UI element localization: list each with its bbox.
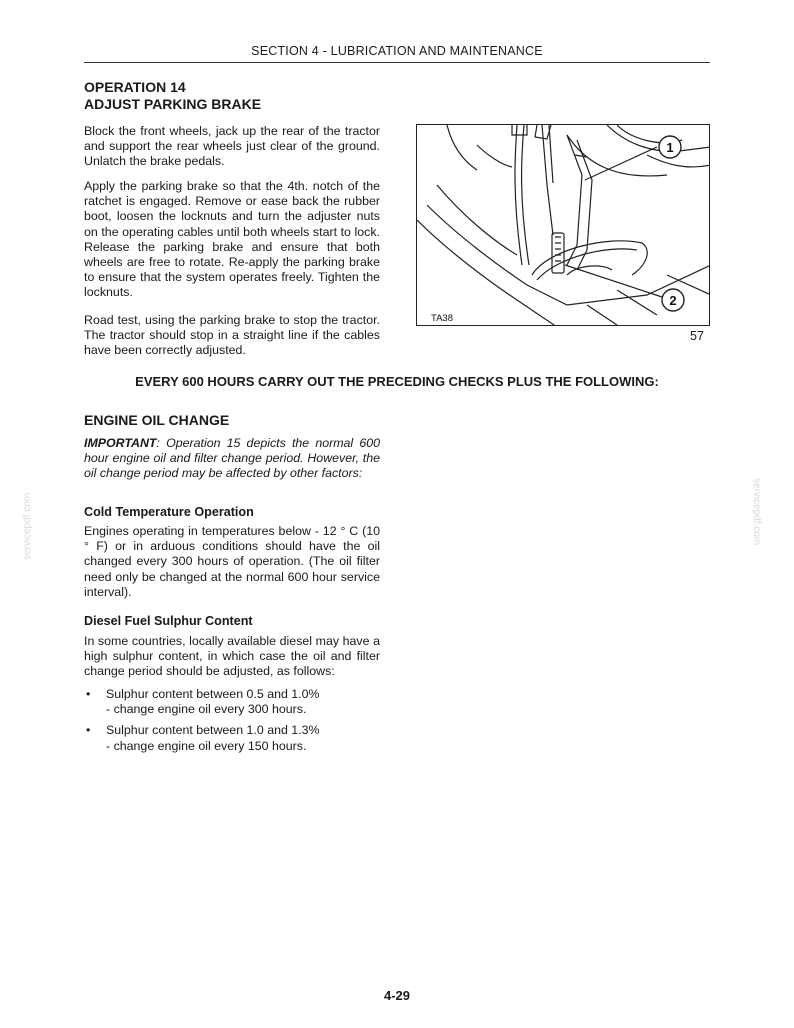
bullet-line-1: Sulphur content between 0.5 and 1.0% xyxy=(106,687,320,701)
oil-change-heading: ENGINE OIL CHANGE xyxy=(84,412,230,428)
sulphur-heading: Diesel Fuel Sulphur Content xyxy=(84,614,253,628)
sulphur-text-wrap xyxy=(84,634,380,680)
bullet-icon: • xyxy=(86,687,91,701)
watermark-right: servicepdf.com xyxy=(751,478,762,546)
callout-1-label: 1 xyxy=(666,140,674,155)
operation-number: OPERATION 14 xyxy=(84,79,186,95)
section-header: SECTION 4 - LUBRICATION AND MAINTENANCE xyxy=(84,44,710,63)
list-item xyxy=(84,723,380,753)
service-interval-banner: EVERY 600 HOURS CARRY OUT THE PRECEDING CHECKS PLUS THE FOLLOWING: xyxy=(135,374,659,389)
important-paragraph xyxy=(84,436,380,482)
operation-paragraph-3-wrap xyxy=(84,313,380,359)
operation-paragraph-3: Road test, using the parking brake to stop the tractor. The tractor should stop in a straight line if the cables have been correctly adjusted. xyxy=(84,313,380,358)
cold-heading-wrap xyxy=(84,505,380,519)
operation-paragraph-1: Block the front wheels, jack up the rear of the tractor and support the rear wheels just clear of the ground. Unlatch the brake pedals. xyxy=(84,124,380,169)
parking-brake-illustration xyxy=(416,124,710,326)
sulphur-heading-wrap xyxy=(84,614,380,628)
operation-block xyxy=(84,79,380,113)
callout-2-label: 2 xyxy=(669,293,677,308)
important-label: IMPORTANT xyxy=(84,436,157,450)
cold-temperature-text: Engines operating in temperatures below - 12 ° C (10 ° F) or in arduous conditions should have the oil changed every 300 hours of operation. (The oil filter need only be changed at the normal 600 hour service interval). xyxy=(84,524,380,599)
bullet-icon: • xyxy=(86,723,91,738)
list-item xyxy=(84,687,380,717)
figure-number: 57 xyxy=(690,329,704,343)
parking-brake-drawing xyxy=(417,125,710,326)
oil-change-heading-wrap xyxy=(84,412,380,428)
important-note xyxy=(84,436,380,482)
operation-title: ADJUST PARKING BRAKE xyxy=(84,96,262,112)
operation-paragraph-2-wrap xyxy=(84,179,380,301)
operation-paragraph-1-wrap xyxy=(84,124,380,170)
important-text: : Operation 15 depicts the normal 600 hour engine oil and filter change period. However, the oil change period may be affected by other factors: xyxy=(84,436,380,481)
page-number: 4-29 xyxy=(383,988,411,1003)
sulphur-bullets xyxy=(84,687,380,754)
bullet-line-2: - change engine oil every 150 hours. xyxy=(106,738,307,753)
operation-paragraph-2: Apply the parking brake so that the 4th. notch of the ratchet is engaged. Remove or ease back the rubber boot, loosen the locknuts and turn the adjuster nuts on the operating cables until both wheels start to lock. Release the parking brake and ensure that both wheels are free to rotate. Re-apply the parking brake to ensure that the system operates freely. Tighten the locknuts. xyxy=(84,179,380,300)
bullet-line-1: Sulphur content between 1.0 and 1.3% xyxy=(106,723,320,738)
watermark-left: servicepdf.com xyxy=(22,492,33,560)
cold-text-wrap xyxy=(84,524,380,600)
sulphur-text: In some countries, locally available diesel may have a high sulphur content, in which case the oil and filter change period should be adjusted, as follows: xyxy=(84,634,380,679)
cold-temperature-heading: Cold Temperature Operation xyxy=(84,505,254,519)
figure-code: TA38 xyxy=(431,313,454,324)
bullet-line-2: - change engine oil every 300 hours. xyxy=(106,702,307,717)
